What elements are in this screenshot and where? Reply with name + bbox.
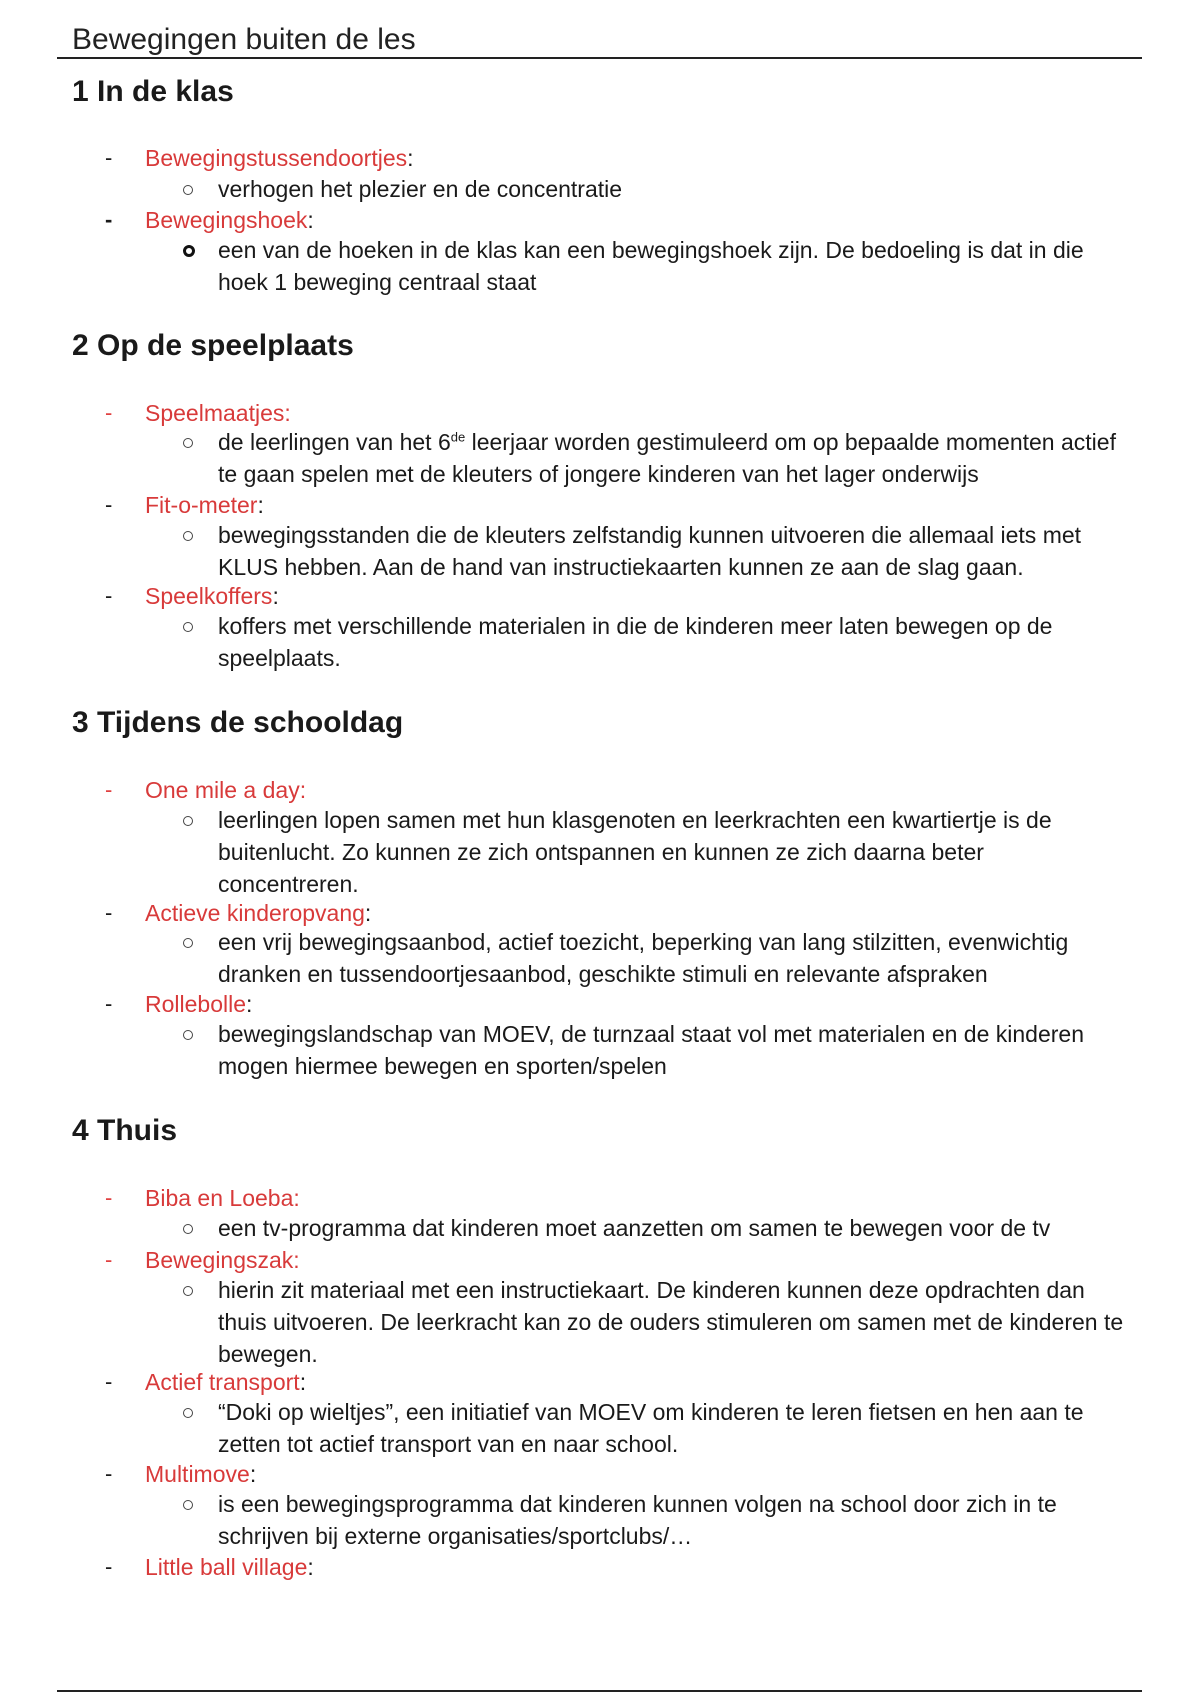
dash-bullet: - xyxy=(105,1461,113,1486)
item-term: Bewegingszak: xyxy=(145,1247,300,1273)
item-term: Multimove xyxy=(145,1461,250,1487)
section-heading: 2 Op de speelplaats xyxy=(72,329,354,362)
circle-bullet-icon xyxy=(183,531,193,541)
item-term: Actieve kinderopvang xyxy=(145,900,365,926)
item-description: “Doki op wieltjes”, een initiatief van MOEV om kinderen te leren fietsen en hen aan te zetten tot actief transport van en naar school. xyxy=(218,1399,1084,1457)
item-description: een tv-programma dat kinderen moet aanzetten om samen te bewegen voor de tv xyxy=(218,1215,1051,1241)
circle-bullet-icon xyxy=(183,1408,193,1418)
circle-bullet-icon xyxy=(183,245,195,257)
item-term: Speelkoffers xyxy=(145,583,273,609)
circle-bullet-icon xyxy=(183,622,193,632)
item-description: leerlingen lopen samen met hun klasgenoten en leerkrachten een kwartiertje is de buitenlucht. Zo kunnen ze zich ontspannen en kunnen ze zich daarna beter concentreren. xyxy=(218,807,1052,897)
item-description: een van de hoeken in de klas kan een bewegingshoek zijn. De bedoeling is dat in die hoek 1 beweging centraal staat xyxy=(218,237,1084,295)
dash-bullet: - xyxy=(105,1369,113,1394)
document-title: Bewegingen buiten de les xyxy=(72,23,416,56)
section-heading: 1 In de klas xyxy=(72,75,234,108)
item-term: Little ball village xyxy=(145,1554,308,1580)
item-description: verhogen het plezier en de concentratie xyxy=(218,176,623,202)
dash-bullet: - xyxy=(105,583,113,608)
circle-bullet-icon xyxy=(183,438,193,448)
item-term: Fit-o-meter xyxy=(145,492,258,518)
item-description: hierin zit materiaal met een instructiekaart. De kinderen kunnen deze opdrachten dan thuis uitvoeren. De leerkracht kan zo de ouders stimuleren om samen met de kinderen te bewegen. xyxy=(218,1277,1124,1367)
dash-bullet: - xyxy=(105,777,113,802)
item-term: Speelmaatjes: xyxy=(145,400,291,426)
dash-bullet: - xyxy=(105,1185,113,1210)
item-term: Rollebolle xyxy=(145,991,247,1017)
circle-bullet-icon xyxy=(183,1286,193,1296)
circle-bullet-icon xyxy=(183,1224,193,1234)
item-description: een vrij bewegingsaanbod, actief toezicht, beperking van lang stilzitten, evenwichtig dranken en tussendoortjesaanbod, geschikte stimuli en relevante afspraken xyxy=(218,929,1069,987)
item-description: bewegingsstanden die de kleuters zelfstandig kunnen uitvoeren die allemaal iets met KLUS hebben. Aan de hand van instructiekaarten kunnen ze aan de slag gaan. xyxy=(218,522,1082,580)
item-term: Bewegingstussendoortjes xyxy=(145,145,408,171)
item-term: Bewegingshoek xyxy=(145,207,308,233)
section-heading: 3 Tijdens de schooldag xyxy=(72,706,404,739)
dash-bullet: - xyxy=(105,1554,113,1579)
item-term: One mile a day: xyxy=(145,777,307,803)
circle-bullet-icon xyxy=(183,1500,193,1510)
item-description: de leerlingen van het 6de leerjaar worden gestimuleerd om op bepaalde momenten actief te gaan spelen met de kleuters of jongere kinderen van het lager onderwijs xyxy=(218,429,1116,487)
dash-bullet: - xyxy=(105,1247,113,1272)
header-rule xyxy=(57,57,1142,59)
dash-bullet: - xyxy=(105,145,113,170)
item-description: is een bewegingsprogramma dat kinderen kunnen volgen na school door zich in te schrijven bij externe organisaties/sportclubs/… xyxy=(218,1491,1057,1549)
circle-bullet-icon xyxy=(183,185,193,195)
item-description: bewegingslandschap van MOEV, de turnzaal staat vol met materialen en de kinderen mogen hiermee bewegen en sporten/spelen xyxy=(218,1021,1085,1079)
dash-bullet: - xyxy=(105,991,113,1016)
dash-bullet: - xyxy=(105,207,113,232)
circle-bullet-icon xyxy=(183,1030,193,1040)
dash-bullet: - xyxy=(105,900,113,925)
document-page: Bewegingen buiten de les 1 In de klas - Bewegingstussendoortjes: verhogen het plezier en de concentratie - Bewegingshoek: een van de hoeken in de klas kan een bewegingshoek zijn. De bedoeling is dat in die hoek 1 beweging centraal staat 2 Op de speelplaats - Speelmaatjes: de leerlingen van het 6de leerjaar worden gestimuleerd om op bepaalde momenten actief te gaan spelen met de kleuters of jongere kinderen van het lager onderwijs - Fit-o-meter: bewegingsstanden die de kleuters zelfstandig kunnen uitvoeren die allemaal iets met KLUS hebben. Aan de hand van instructiekaarten kunnen ze aan de slag gaan. - Speelkoffers: koffers met verschillende materialen in die de kinderen meer laten bewegen op de speelplaats. 3 Tijdens de schooldag - One mile a day: leerlingen lopen samen met hun klasgenoten en leerkrachten een kwartiertje is de buitenlucht. Zo kunnen ze zich ontspannen en kunnen ze zich daarna beter concentreren. - Actieve kinderopvang: een vrij bewegingsaanbod, actief toezicht, beperking van lang stilzitten, evenwichtig dranken en tussendoortjesaanbod, geschikte stimuli en relevante afspraken - Rollebolle: bewegingslandschap van MOEV, de turnzaal staat vol met materialen en de kinderen mogen hiermee bewegen en sporten/spelen 4 Thuis - Biba en Loeba: een tv-programma dat kinderen moet aanzetten om samen te bewegen voor de tv - Bewegingszak: hierin zit materiaal met een instructiekaart. De kinderen kunnen deze opdrachten dan thuis uitvoeren. De leerkracht kan zo de ouders stimuleren om samen met de kinderen te bewegen. - Actief transport: “Doki op wieltjes”, een initiatief van MOEV om kinderen te leren fietsen en hen aan te zetten tot actief transport van en naar school. - Multimove: is een bewegingsprogramma dat kinderen kunnen volgen na school door zich in te schrijven bij externe organisaties/sportclubs/… - Little ball village: xyxy=(0,0,1200,1700)
dash-bullet: - xyxy=(105,492,113,517)
item-term: Actief transport xyxy=(145,1369,300,1395)
dash-bullet: - xyxy=(105,400,113,425)
circle-bullet-icon xyxy=(183,816,193,826)
section-heading: 4 Thuis xyxy=(72,1114,178,1147)
item-term: Biba en Loeba: xyxy=(145,1185,300,1211)
item-description: koffers met verschillende materialen in die de kinderen meer laten bewegen op de speelplaats. xyxy=(218,613,1053,671)
circle-bullet-icon xyxy=(183,938,193,948)
footer-rule xyxy=(57,1690,1142,1692)
